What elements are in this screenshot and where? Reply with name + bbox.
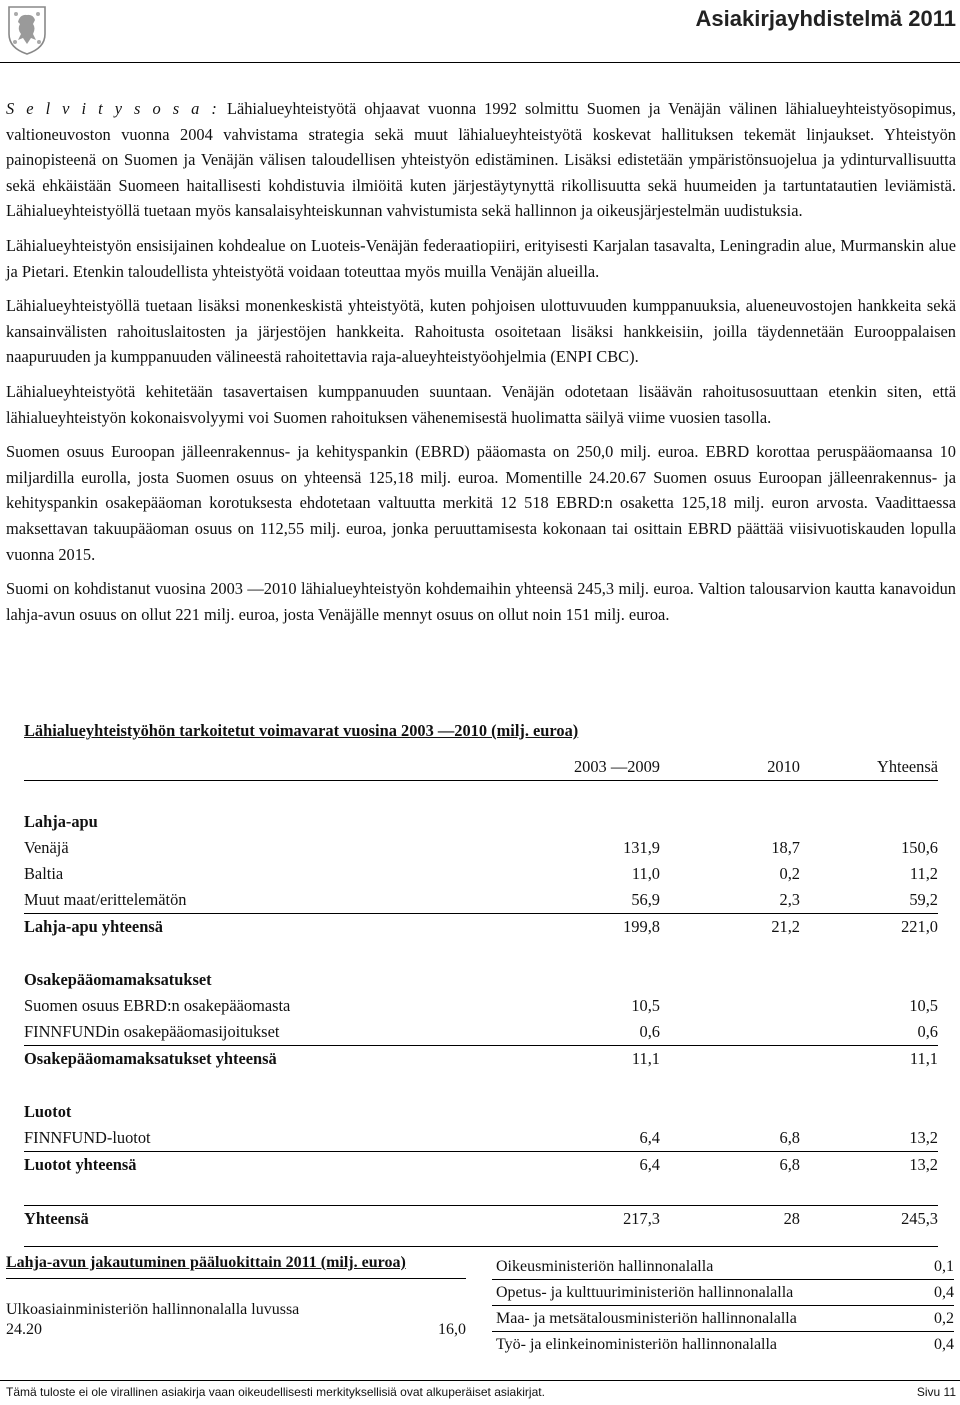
subtotal-row: Luotot yhteensä 6,4 6,8 13,2 (24, 1151, 938, 1178)
table-row: Muut maat/erittelemätön 56,9 2,3 59,2 (24, 890, 938, 909)
paragraph-2: Lähialueyhteistyön ensisijainen kohdealue on Luoteis-Venäjän federaatiopiiri, erityisesti Karjalan tasavalta, Leningradin alue, Murmanskin alue ja Pietari. Etenkin taloudellista yhteistyötä voidaan toteuttaa myös muilla Venäjän alueilla. (6, 235, 956, 281)
ministry-breakdown (492, 1254, 954, 1357)
footer-disclaimer: Tämä tuloste ei ole virallinen asiakirja vaan oikeudellisesti merkityksellisiä ovat alkuperäiset asiakirjat. (6, 1385, 545, 1399)
paragraph-6: Suomi on kohdistanut vuosina 2003 —2010 lähialueyhteistyön kohdemaihin yhteensä 245,3 milj. euroa. Valtion talousarvion kautta kanavoidun lahja-avun osuus on ollut 221 milj. euroa, josta Venäjälle mennyt osuus on ollut noin 151 milj. euroa. (6, 579, 956, 624)
paragraph-5: Suomen osuus Euroopan jälleenrakennus- ja kehityspankin (EBRD) pääomasta on 250,0 milj. euroa. EBRD korottaa peruspääomaansa 10 miljardilla eurolla, josta Suomen osuus on yhteensä 125,18 milj. euroa. Momentille 24.20.67 Suomen osuus Euroopan jälleenrakennus- ja kehityspankin osakepääoman korotuksesta ehdotetaan valtuutta merkitä 12 518 EBRD:n osaketta 125,18 milj. euron arvosta. Vaadittaessa maksettavan takuupääoman osuus on 112,55 milj. euroa, jonka peruuttamisesta kokonaan tai osittain EBRD päättää viisivuotiskauden lopulla vuonna 2015. (6, 442, 956, 564)
section-title: Lahja-apu (24, 812, 98, 831)
paragraph-1-text: Lähialueyhteistyötä ohjaavat vuonna 1992 solmittu Suomen ja Venäjän välinen lähialueyhteistyösopimus, valtioneuvoston vuonna 2004 vahvistama strategia sekä muut lähialueyhteistyötä koskevat hallituksen tekemät linjaukset. Yhteistyön painopisteenä on Suomen ja Venäjän välisen taloudellisen yhteistyön edistäminen. Lisäksi edistetään ympäristönsuojelua ja ydinturvallisuutta sekä ehkäistään Suomeen haitallisesti kohdistuvia ilmiöitä kuten järjestäytynyttä rikollisuutta sekä huumeiden ja tartuntatautien leviämistä. Lähialueyhteistyöllä tuetaan myös kansalaisyhteiskunnan vahvistumista sekä hallinnon ja oikeusjärjestelmän uudistuksia. (6, 99, 956, 221)
breakdown-title: Lahja-avun jakautuminen pääluokittain 2011 (milj. euroa) (6, 1254, 406, 1271)
page-number: Sivu 11 (916, 1385, 956, 1399)
breakdown-value: 16,0 (438, 1321, 466, 1338)
ministry-row: Maa- ja metsätalousministeriön hallinnonalalla 0,2 (492, 1306, 954, 1332)
paragraph-3: Lähialueyhteistyöllä tuetaan lisäksi monenkeskistä yhteistyötä, kuten pohjoisen ulottuvuuden kumppanuuksia, alueneuvostojen hankkeita sekä kansainvälisten rahoituslaitosten ja järjestöjen hankkeita. Rahoitusta osoitetaan lisäksi hankkeisiin, joilla täydennetään Eurooppalaisen naapuruuden ja kumppanuuden välineestä rahoitettavia raja-alueyhteistyöohjelmia (ENPI CBC). (6, 296, 956, 367)
breakdown-value-row (6, 1321, 466, 1339)
section-title: Luotot (24, 1102, 72, 1121)
table-header-row (24, 754, 938, 781)
section-title: Osakepääomamaksatukset (24, 970, 212, 989)
page-footer (6, 1385, 956, 1399)
table-row: FINNFUNDin osakepääomasijoitukset 0,6 0,6 (24, 1022, 938, 1041)
ministry-row: Opetus- ja kulttuuriministeriön hallinnonalalla 0,4 (492, 1280, 954, 1306)
table-caption: Lähialueyhteistyöhön tarkoitetut voimavarat vuosina 2003 —2010 (milj. euroa) (24, 721, 579, 740)
breakdown-line: Ulkoasiainministeriön hallinnonalalla luvussa (6, 1301, 300, 1318)
page-header (0, 0, 960, 62)
column-header: 2003 —2009 (573, 757, 660, 776)
ministry-row: Oikeusministeriön hallinnonalalla 0,1 (492, 1254, 954, 1280)
ministry-row: Työ- ja elinkeinoministeriön hallinnonalalla 0,4 (496, 1336, 954, 1353)
resources-table (24, 718, 938, 1247)
paragraph-1 (6, 96, 956, 224)
body-text (6, 96, 956, 636)
footer-rule (0, 1380, 960, 1381)
subtotal-row: Lahja-apu yhteensä 199,8 21,2 221,0 (24, 913, 938, 940)
document-title: Asiakirjayhdistelmä 2011 (695, 6, 956, 31)
paragraph-4: Lähialueyhteistyötä kehitetään tasavertaisen kumppanuuden suuntaan. Venäjän odotetaan lisäävän rahoitusosuuttaan etenkin siten, että lähialueyhteistyön kokonaisvolyymi voi Suomen rahoituksen vähenemisestä huolimatta säilyä viime vuosien tasolla. (6, 381, 956, 427)
column-header: 2010 (767, 757, 800, 776)
header-rule (0, 62, 960, 63)
lead-label: S e l v i t y s o s a : (6, 99, 219, 118)
breakdown-code: 24.20 (6, 1321, 42, 1338)
table-row: Venäjä 131,9 18,7 150,6 (24, 838, 938, 857)
subtotal-row: Osakepääomamaksatukset yhteensä 11,1 11,1 (24, 1045, 938, 1072)
table-row: Suomen osuus EBRD:n osakepääomasta 10,5 10,5 (24, 996, 938, 1015)
grand-total-row: Yhteensä 217,3 28 245,3 (24, 1205, 938, 1232)
gift-aid-breakdown (6, 1254, 466, 1339)
table-row: FINNFUND-luotot 6,4 6,8 13,2 (24, 1128, 938, 1147)
table-row: Baltia 11,0 0,2 11,2 (24, 864, 938, 883)
column-header: Yhteensä (877, 757, 938, 776)
finnish-lion-crest-icon (6, 4, 48, 56)
table-bottom-rule (24, 1246, 938, 1247)
